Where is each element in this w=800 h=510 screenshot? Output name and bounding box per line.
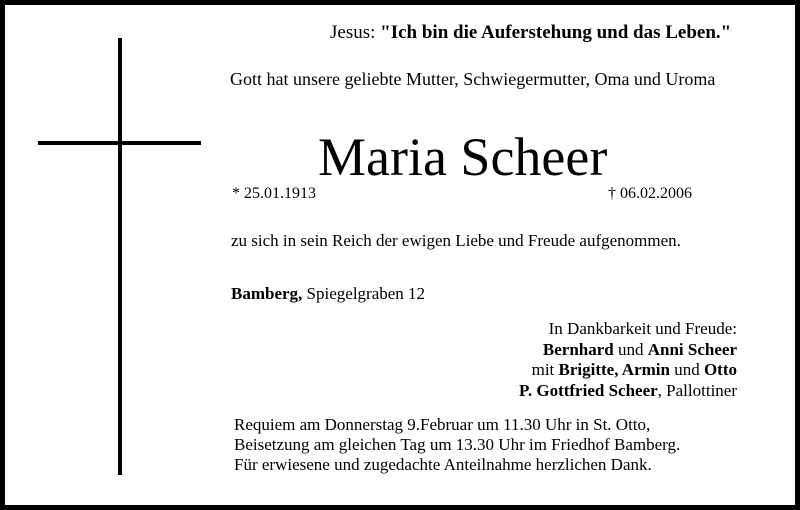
closing-line: Requiem am Donnerstag 9.Februar um 11.30 Uhr in St. Otto,: [234, 415, 651, 434]
closing-line: Für erwiesene und zugedachte Anteilnahme herzlichen Dank.: [234, 455, 652, 474]
cross-vertical-bar: [118, 38, 122, 475]
mourner-name: Otto: [703, 360, 737, 379]
mourners-line-3: [519, 381, 737, 402]
mourner-name: Anni Scheer: [647, 339, 737, 359]
deceased-name: Maria Scheer: [318, 127, 608, 187]
quote-prefix: Jesus:: [330, 22, 381, 43]
birth-date: * 25.01.1913: [232, 185, 316, 202]
address: [231, 284, 425, 304]
death-date: † 06.02.2006: [608, 185, 692, 202]
mourners-block: [519, 319, 737, 401]
closing-line: Beisetzung am gleichen Tag um 13.30 Uhr im Friedhof Bamberg.: [234, 435, 681, 454]
conjunction: und: [669, 360, 704, 379]
intro-text: Gott hat unsere geliebte Mutter, Schwiegermutter, Oma und Uroma: [230, 69, 716, 89]
mourner-suffix: , Pallottiner: [657, 380, 737, 400]
address-city: Bamberg,: [231, 284, 303, 303]
mourner-name: Brigitte, Armin: [558, 360, 670, 379]
conjunction: und: [613, 339, 648, 359]
mourners-intro: In Dankbarkeit und Freude:: [548, 319, 737, 338]
closing-text: [234, 415, 680, 475]
cross-horizontal-bar: [38, 141, 201, 145]
quote-text: "Ich bin die Auferstehung und das Leben.": [380, 22, 732, 43]
bible-quote: [330, 22, 731, 44]
address-street: Spiegelgraben 12: [302, 284, 426, 303]
mourners-line-1: [519, 340, 737, 361]
mourner-name: P. Gottfried Scheer: [519, 380, 658, 400]
conjunction: mit: [531, 360, 559, 379]
mourner-name: Bernhard: [542, 339, 614, 359]
mourners-line-2: [519, 360, 737, 381]
taken-line: zu sich in sein Reich der ewigen Liebe und Freude aufgenommen.: [231, 231, 681, 250]
